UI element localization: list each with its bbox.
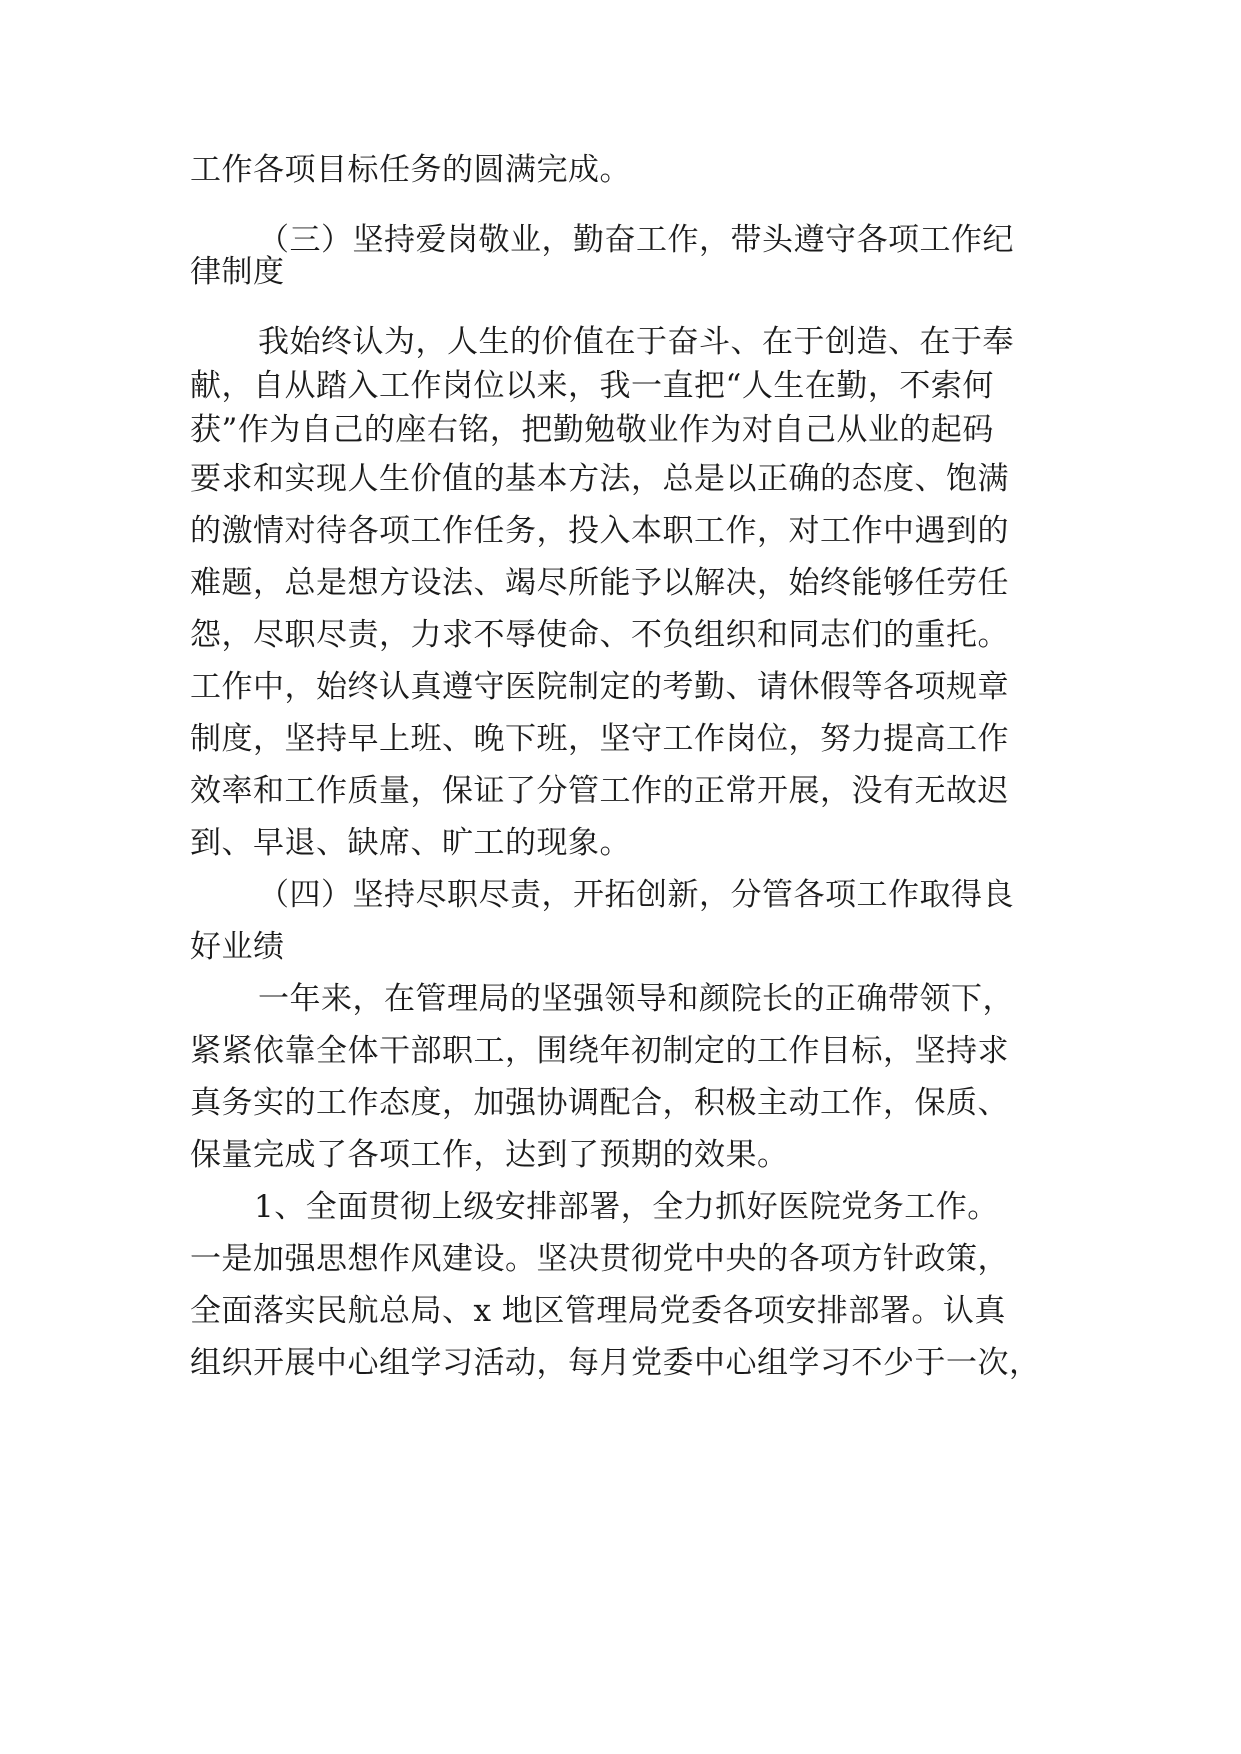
body-text-line: 获”作为自己的座右铭，把勤勉敬业作为对自己从业的起码 [190,412,994,448]
section-heading-4-cont: 好业绩 [190,929,285,965]
section-heading-3: （三）坚持爱岗敬业，勤奋工作，带头遵守各项工作纪 [258,222,1014,258]
numbered-item-1: 1、全面贯彻上级安排部署，全力抓好医院党务工作。 [254,1189,999,1225]
body-text-line: 保量完成了各项工作，达到了预期的效果。 [190,1137,789,1173]
body-text-line: 难题，总是想方设法、竭尽所能予以解决，始终能够任劳任 [190,565,1009,601]
body-text-line: 全面落实民航总局、x 地区管理局党委各项安排部署。认真 [190,1293,1006,1329]
body-text-line: 一年来，在管理局的坚强领导和颜院长的正确带领下， [258,981,1014,1017]
body-text-line: 效率和工作质量，保证了分管工作的正常开展，没有无故迟 [190,773,1009,809]
body-text-line: 工作中，始终认真遵守医院制定的考勤、请休假等各项规章 [190,669,1009,705]
section-heading-4: （四）坚持尽职尽责，开拓创新，分管各项工作取得良 [258,877,1014,913]
body-text-line: 工作各项目标任务的圆满完成。 [190,152,631,188]
section-heading-3-cont: 律制度 [190,254,285,290]
body-text-line: 到、早退、缺席、旷工的现象。 [190,825,631,861]
body-text-line: 我始终认为，人生的价值在于奋斗、在于创造、在于奉 [258,324,1014,360]
body-text-line: 怨，尽职尽责，力求不辱使命、不负组织和同志们的重托。 [190,617,1009,653]
body-text-line: 制度，坚持早上班、晚下班，坚守工作岗位，努力提高工作 [190,721,1009,757]
body-text-line: 的激情对待各项工作任务，投入本职工作，对工作中遇到的 [190,513,1009,549]
body-text-line: 献，自从踏入工作岗位以来，我一直把“人生在勤，不索何 [190,368,994,404]
body-text-line: 一是加强思想作风建设。坚决贯彻党中央的各项方针政策， [190,1241,1009,1277]
body-text-line: 要求和实现人生价值的基本方法，总是以正确的态度、饱满 [190,461,1009,497]
body-text-line: 紧紧依靠全体干部职工，围绕年初制定的工作目标，坚持求 [190,1033,1009,1069]
body-text-line: 真务实的工作态度，加强协调配合，积极主动工作，保质、 [190,1085,1009,1121]
body-text-line: 组织开展中心组学习活动，每月党委中心组学习不少于一次， [190,1345,1041,1381]
